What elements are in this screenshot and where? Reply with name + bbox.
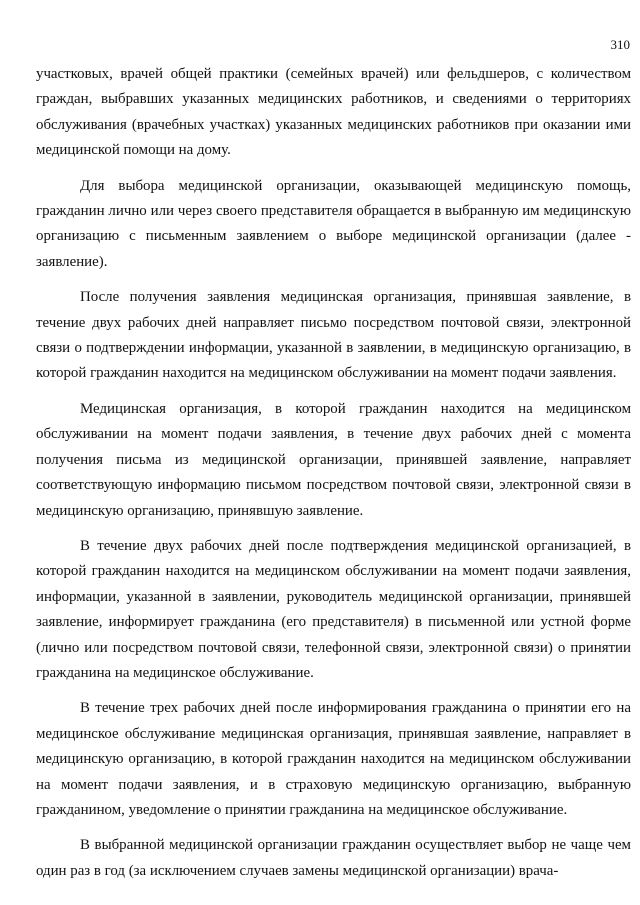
paragraph: В течение двух рабочих дней после подтверждения медицинской организацией, в которой гражданин находится на медицинском обслуживании на момент подачи заявления, информации, указанной в заявлении, руководитель медицинской организации, принявшей заявление, информирует гражданина (его представителя) в письменной или устной форме (лично или посредством почтовой связи, телефонной связи, электронной связи) о принятии гражданина на медицинское обслуживание. [36, 537, 631, 681]
paragraph: В течение трех рабочих дней после информирования гражданина о принятии его на медицинское обслуживание медицинская организация, принявшая заявление, направляет в медицинскую организацию, в которой гражданин находится на медицинском обслуживании на момент подачи заявления, и в страховую медицинскую организацию, выбранную гражданином, уведомление о принятии гражданина на медицинское обслуживание. [36, 700, 631, 818]
document-body [36, 62, 631, 894]
paragraph: Медицинская организация, в которой гражданин находится на медицинском обслуживании на момент подачи заявления, в течение двух рабочих дней с момента получения письма из медицинской организации, принявшей заявление, направляет соответствующую информацию письмом посредством почтовой связи, электронной связи в медицинскую организацию, принявшую заявление. [36, 400, 631, 519]
paragraph: В выбранной медицинской организации гражданин осуществляет выбор не чаще чем один раз в год (за исключением случаев замены медицинской организации) врача- [36, 837, 631, 879]
paragraph-continuation: участковых, врачей общей практики (семейных врачей) или фельдшеров, с количеством граждан, выбравших указанных медицинских работников, и сведениями о территориях обслуживания (врачебных участках) указанных медицинских работников при оказании ими медицинской помощи на дому. [36, 66, 631, 159]
paragraph: Для выбора медицинской организации, оказывающей медицинскую помощь, гражданин лично или через своего представителя обращается в выбранную им медицинскую организацию с письменным заявлением о выборе медицинской организации (далее - заявление). [36, 177, 631, 270]
page-number: 310 [610, 37, 630, 52]
paragraph: После получения заявления медицинская организация, принявшая заявление, в течение двух рабочих дней направляет письмо посредством почтовой связи, электронной связи о подтверждении информации, указанной в заявлении, в медицинскую организацию, в которой гражданин находится на медицинском обслуживании на момент подачи заявления. [36, 289, 631, 382]
